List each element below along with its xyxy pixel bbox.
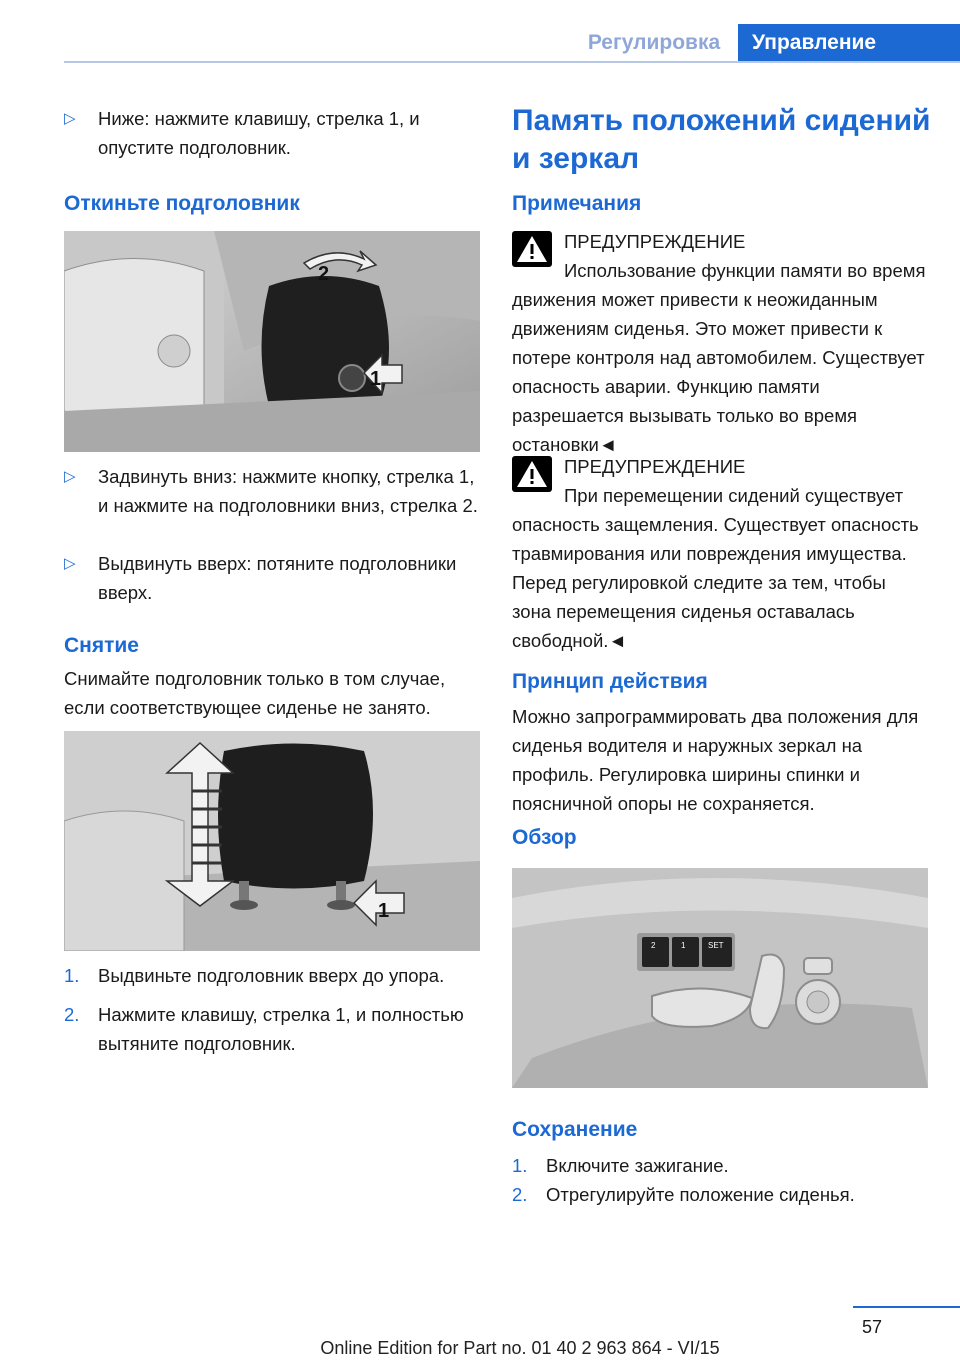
right-step-1-num: 1. — [512, 1155, 528, 1176]
header-tab-section[interactable]: Регулировка — [587, 31, 721, 54]
bullet-lower-text: Ниже: нажмите клавишу, стрелка 1, и опустите подголовник. — [98, 108, 420, 158]
footer-rule — [853, 1306, 960, 1308]
figure-headrest-removal-drawing — [64, 731, 480, 951]
triangle-right-icon: ▷ — [64, 555, 76, 572]
warning-1 — [512, 227, 928, 459]
bullet-pull-up-text: Выдвинуть вверх: потяните подголовники вверх. — [98, 553, 457, 603]
figure-seat-controls — [512, 868, 928, 1088]
left-step-2 — [64, 1000, 480, 1058]
section-title: Память положений сидений и зеркал — [512, 104, 931, 175]
heading-notes: Примечания — [512, 192, 642, 215]
seat-memory-button-1: 1 — [681, 941, 686, 950]
heading-principle: Принцип действия — [512, 670, 708, 693]
warning-triangle-icon — [512, 456, 552, 492]
heading-removal: Снятие — [64, 634, 139, 657]
right-step-2 — [512, 1180, 928, 1209]
left-step-1 — [64, 961, 480, 990]
right-step-2-num: 2. — [512, 1184, 528, 1205]
header-tab-chapter[interactable]: Управление — [738, 24, 960, 62]
seat-memory-button-2: 2 — [651, 941, 656, 950]
right-step-2-text: Отрегулируйте положение сиденья. — [546, 1184, 855, 1205]
left-step-1-num: 1. — [64, 965, 80, 986]
warning-1-text: Использование функции памяти во время движения может привести к неожиданным движениям сиденья. Это может привести к потере контроля над автомобилем. Существует опасность аварии. Функцию памяти разрешается вызывать только во время остановки◄ — [512, 260, 926, 455]
removal-text: Снимайте подголовник только в том случае, если соответствующее сиденье не занято. — [64, 668, 446, 718]
bullet-lower — [64, 104, 480, 162]
warning-1-title: ПРЕДУПРЕЖДЕНИЕ — [564, 231, 746, 252]
bullet-push-down — [64, 462, 480, 520]
warning-2-text: При перемещении сидений существует опасность защемления. Существует опасность травмирования или повреждения имущества. Перед регулировкой следите за тем, чтобы зона перемещения сиденья оставалась свободной.◄ — [512, 485, 919, 651]
footer-edition: Online Edition for Part no. 01 40 2 963 864 - VI/15 — [320, 1338, 720, 1358]
figure-seat-controls-drawing — [512, 868, 928, 1088]
figure-headrest-adjust-label-2: 2 — [318, 263, 330, 285]
heading-fold-headrest: Откиньте подголовник — [64, 192, 300, 215]
figure-headrest-removal — [64, 731, 480, 951]
left-step-1-text: Выдвиньте подголовник вверх до упора. — [98, 965, 445, 986]
figure-headrest-removal-label-1: 1 — [378, 900, 390, 922]
left-step-2-text: Нажмите клавишу, стрелка 1, и полностью вытяните подголовник. — [98, 1004, 464, 1054]
triangle-right-icon: ▷ — [64, 110, 76, 127]
figure-headrest-adjust-label-1: 1 — [370, 368, 382, 390]
page-number: 57 — [862, 1317, 883, 1337]
warning-triangle-icon — [512, 231, 552, 267]
figure-headrest-adjust-drawing — [64, 231, 480, 452]
triangle-right-icon: ▷ — [64, 468, 76, 485]
right-step-1-text: Включите зажигание. — [546, 1155, 729, 1176]
warning-2-title: ПРЕДУПРЕЖДЕНИЕ — [564, 456, 746, 477]
right-step-1 — [512, 1151, 928, 1180]
principle-text: Можно запрограммировать два положения для сиденья водителя и наружных зеркал на профиль. Регулировка ширины спинки и поясничной опоры не сохраняется. — [512, 706, 919, 814]
header-rule — [64, 61, 960, 63]
seat-memory-button-set: SET — [708, 941, 724, 950]
figure-headrest-adjust — [64, 231, 480, 452]
heading-save: Сохранение — [512, 1118, 638, 1141]
left-step-2-num: 2. — [64, 1004, 80, 1025]
warning-2 — [512, 452, 928, 655]
bullet-push-down-text: Задвинуть вниз: нажмите кнопку, стрелка 1, и нажмите на подголовники вниз, стрелка 2. — [98, 466, 478, 516]
bullet-pull-up — [64, 549, 480, 607]
heading-overview: Обзор — [512, 826, 577, 849]
